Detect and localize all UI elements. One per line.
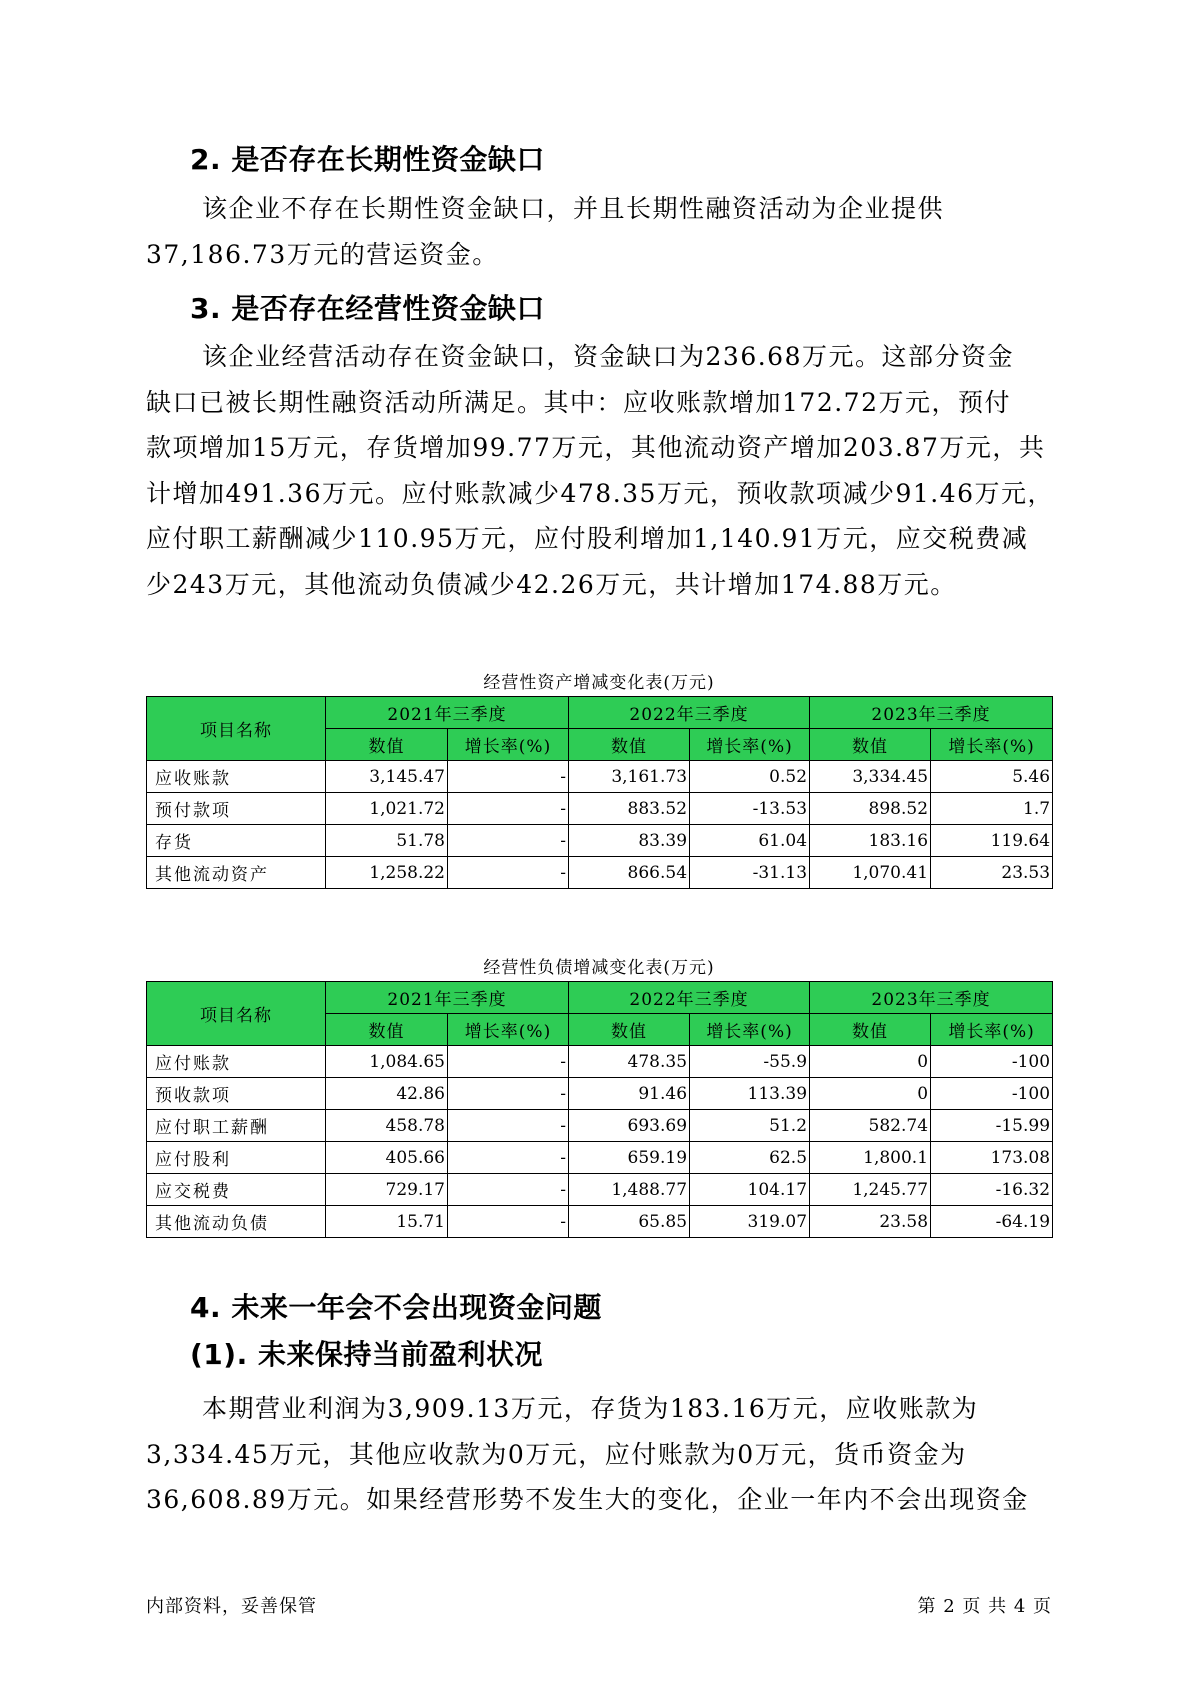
growth-rate-cell: -64.19 [931, 1206, 1053, 1238]
value-cell: 729.17 [326, 1174, 448, 1206]
value-cell: 478.35 [569, 1046, 690, 1078]
paragraph-line: 36,608.89万元。如果经营形势不发生大的变化，企业一年内不会出现资金 [146, 1485, 1029, 1514]
item-name-header: 项目名称 [147, 697, 326, 761]
growth-rate-cell: 113.39 [690, 1078, 810, 1110]
section-2-paragraph [146, 186, 1046, 277]
growth-rate-cell: - [448, 1174, 569, 1206]
value-cell: 3,161.73 [569, 761, 690, 793]
footer-page-number: 第 2 页 共 4 页 [917, 1596, 1052, 1617]
growth-rate-cell: 104.17 [690, 1174, 810, 1206]
section-4-heading: 4. 未来一年会不会出现资金问题 [190, 1291, 602, 1324]
growth-rate-cell: -15.99 [931, 1110, 1053, 1142]
paragraph-line: 计增加491.36万元。应付账款减少478.35万元，预收款项减少91.46万元， [146, 478, 1055, 508]
assets-table [146, 696, 1053, 889]
table-row [147, 793, 1053, 825]
growth-subheader: 增长率(%) [931, 1014, 1053, 1046]
value-cell: 1,245.77 [810, 1174, 931, 1206]
value-cell: 1,488.77 [569, 1174, 690, 1206]
table-row [147, 1078, 1053, 1110]
value-cell: 693.69 [569, 1110, 690, 1142]
item-name-cell: 应收账款 [147, 761, 326, 793]
paragraph-line: 37,186.73万元的营运资金。 [146, 239, 499, 269]
value-cell: 42.86 [326, 1078, 448, 1110]
growth-rate-cell: -31.13 [690, 857, 810, 889]
growth-rate-cell: 23.53 [931, 857, 1053, 889]
growth-rate-cell: 319.07 [690, 1206, 810, 1238]
value-cell: 458.78 [326, 1110, 448, 1142]
growth-rate-cell: 51.2 [690, 1110, 810, 1142]
growth-rate-cell: - [448, 761, 569, 793]
period-header: 2023年三季度 [810, 982, 1053, 1014]
value-cell: 3,334.45 [810, 761, 931, 793]
value-subheader: 数值 [326, 1014, 448, 1046]
growth-rate-cell: -100 [931, 1046, 1053, 1078]
value-subheader: 数值 [810, 1014, 931, 1046]
paragraph-line: 缺口已被长期性融资活动所满足。其中：应收账款增加172.72万元，预付 [146, 387, 1011, 417]
item-name-cell: 预付款项 [147, 793, 326, 825]
growth-subheader: 增长率(%) [931, 729, 1053, 761]
growth-subheader: 增长率(%) [690, 1014, 810, 1046]
section-2-heading: 2. 是否存在长期性资金缺口 [190, 143, 545, 176]
item-name-cell: 存货 [147, 825, 326, 857]
assets-table-caption: 经营性资产增减变化表(万元) [483, 673, 715, 693]
table-row [147, 1206, 1053, 1238]
growth-rate-cell: 119.64 [931, 825, 1053, 857]
table-row [147, 825, 1053, 857]
footer-confidential-note: 内部资料，妥善保管 [146, 1596, 317, 1617]
growth-rate-cell: -16.32 [931, 1174, 1053, 1206]
paragraph-line: 该企业经营活动存在资金缺口，资金缺口为236.68万元。这部分资金 [202, 342, 1014, 371]
value-cell: 3,145.47 [326, 761, 448, 793]
growth-rate-cell: 0.52 [690, 761, 810, 793]
table-row [147, 1142, 1053, 1174]
period-header: 2022年三季度 [569, 982, 810, 1014]
paragraph-line: 少243万元，其他流动负债减少42.26万元，共计增加174.88万元。 [146, 569, 957, 599]
value-cell: 1,084.65 [326, 1046, 448, 1078]
growth-rate-cell: -100 [931, 1078, 1053, 1110]
section-3-heading: 3. 是否存在经营性资金缺口 [190, 292, 545, 325]
value-cell: 91.46 [569, 1078, 690, 1110]
value-subheader: 数值 [326, 729, 448, 761]
growth-subheader: 增长率(%) [690, 729, 810, 761]
period-header: 2023年三季度 [810, 697, 1053, 729]
value-cell: 183.16 [810, 825, 931, 857]
value-cell: 83.39 [569, 825, 690, 857]
growth-rate-cell: -55.9 [690, 1046, 810, 1078]
value-subheader: 数值 [810, 729, 931, 761]
paragraph-line: 款项增加15万元，存货增加99.77万元，其他流动资产增加203.87万元，共 [146, 433, 1046, 462]
growth-rate-cell: - [448, 825, 569, 857]
value-cell: 405.66 [326, 1142, 448, 1174]
value-cell: 883.52 [569, 793, 690, 825]
table-row [147, 1110, 1053, 1142]
value-subheader: 数值 [569, 729, 690, 761]
growth-rate-cell: 62.5 [690, 1142, 810, 1174]
section-4-subheading: (1). 未来保持当前盈利状况 [190, 1338, 543, 1371]
period-header: 2021年三季度 [326, 982, 569, 1014]
value-cell: 1,258.22 [326, 857, 448, 889]
growth-subheader: 增长率(%) [448, 1014, 569, 1046]
value-cell: 1,021.72 [326, 793, 448, 825]
growth-rate-cell: - [448, 1078, 569, 1110]
value-cell: 582.74 [810, 1110, 931, 1142]
item-name-cell: 其他流动负债 [147, 1206, 326, 1238]
growth-rate-cell: 173.08 [931, 1142, 1053, 1174]
item-name-cell: 应付账款 [147, 1046, 326, 1078]
paragraph-line: 本期营业利润为3,909.13万元，存货为183.16万元，应收账款为 [202, 1394, 979, 1423]
paragraph-line: 该企业不存在长期性资金缺口，并且长期性融资活动为企业提供 [202, 194, 945, 223]
item-name-cell: 应付股利 [147, 1142, 326, 1174]
paragraph-line: 3,334.45万元，其他应收款为0万元，应付账款为0万元，货币资金为 [146, 1439, 967, 1469]
table-row [147, 1046, 1053, 1078]
growth-rate-cell: 5.46 [931, 761, 1053, 793]
growth-subheader: 增长率(%) [448, 729, 569, 761]
value-cell: 659.19 [569, 1142, 690, 1174]
item-name-cell: 应交税费 [147, 1174, 326, 1206]
liabilities-table [146, 981, 1053, 1238]
period-header: 2021年三季度 [326, 697, 569, 729]
value-cell: 0 [810, 1078, 931, 1110]
growth-rate-cell: 61.04 [690, 825, 810, 857]
paragraph-line: 应付职工薪酬减少110.95万元，应付股利增加1,140.91万元，应交税费减 [146, 524, 1029, 553]
growth-rate-cell: - [448, 1206, 569, 1238]
value-cell: 23.58 [810, 1206, 931, 1238]
item-name-cell: 其他流动资产 [147, 857, 326, 889]
table-row [147, 761, 1053, 793]
table-row [147, 1174, 1053, 1206]
value-cell: 898.52 [810, 793, 931, 825]
growth-rate-cell: - [448, 793, 569, 825]
value-cell: 1,800.1 [810, 1142, 931, 1174]
value-cell: 1,070.41 [810, 857, 931, 889]
growth-rate-cell: - [448, 1046, 569, 1078]
value-cell: 65.85 [569, 1206, 690, 1238]
growth-rate-cell: -13.53 [690, 793, 810, 825]
item-name-header: 项目名称 [147, 982, 326, 1046]
item-name-cell: 预收款项 [147, 1078, 326, 1110]
liabilities-table-caption: 经营性负债增减变化表(万元) [483, 958, 715, 978]
period-header: 2022年三季度 [569, 697, 810, 729]
section-3-paragraph [146, 334, 1055, 607]
growth-rate-cell: - [448, 1110, 569, 1142]
value-cell: 866.54 [569, 857, 690, 889]
table-row [147, 857, 1053, 889]
value-subheader: 数值 [569, 1014, 690, 1046]
section-4-paragraph [146, 1386, 1046, 1523]
value-cell: 0 [810, 1046, 931, 1078]
growth-rate-cell: - [448, 1142, 569, 1174]
item-name-cell: 应付职工薪酬 [147, 1110, 326, 1142]
growth-rate-cell: - [448, 857, 569, 889]
value-cell: 15.71 [326, 1206, 448, 1238]
value-cell: 51.78 [326, 825, 448, 857]
growth-rate-cell: 1.7 [931, 793, 1053, 825]
